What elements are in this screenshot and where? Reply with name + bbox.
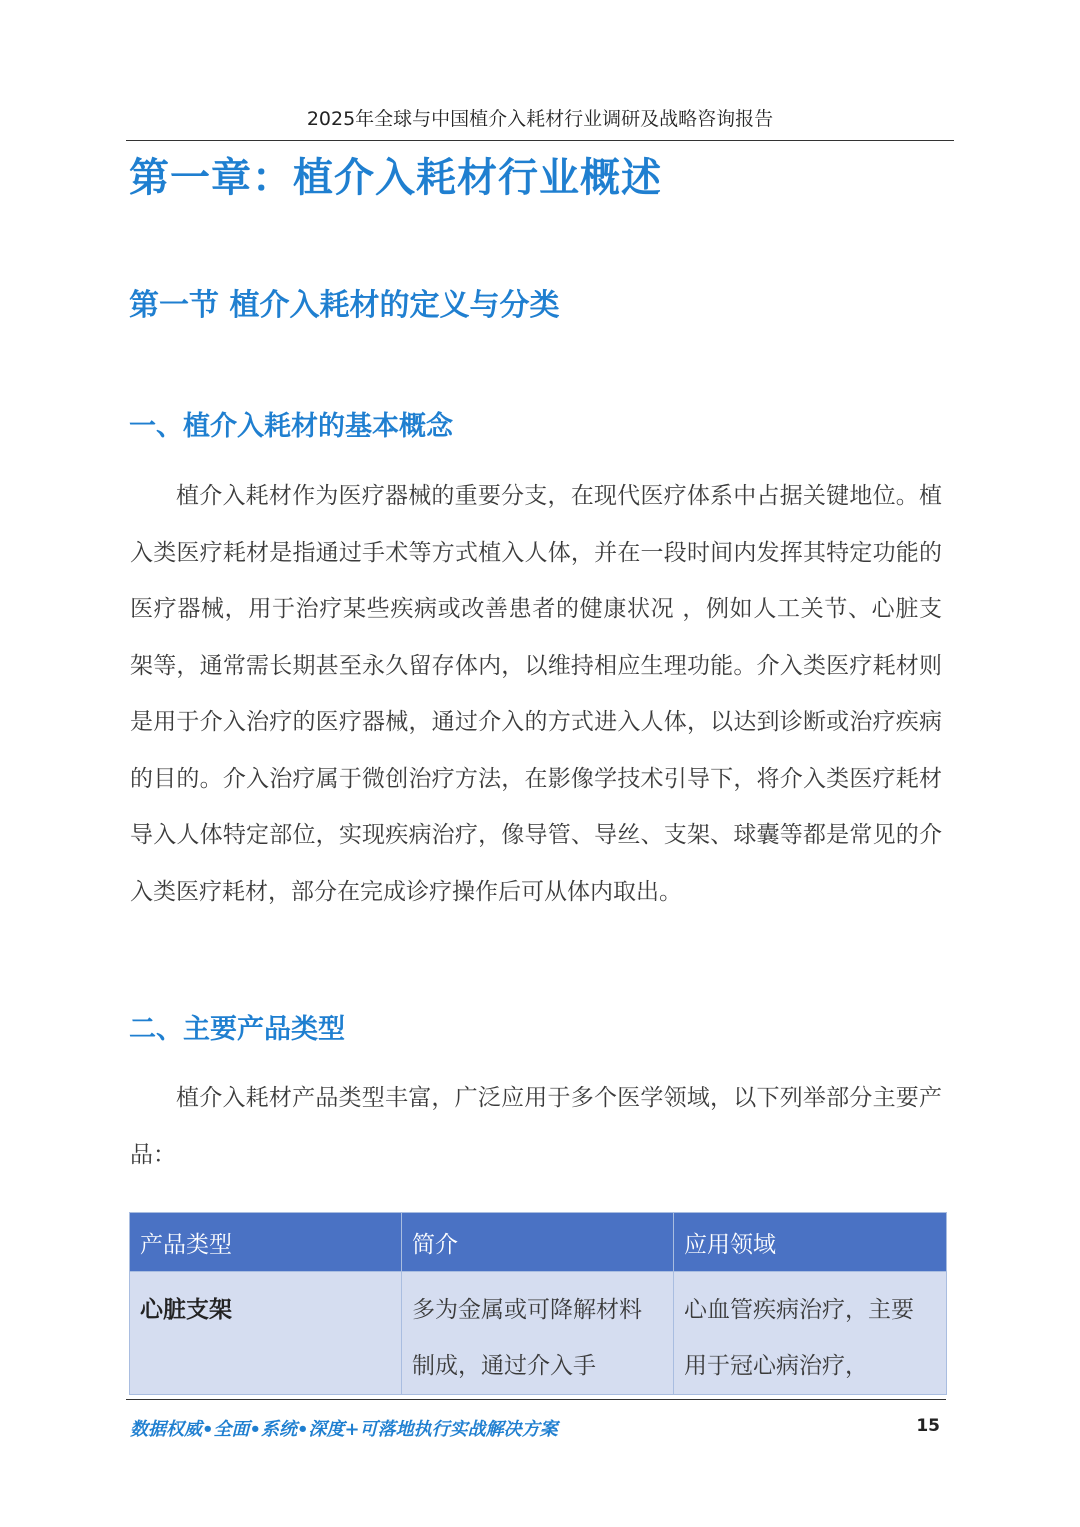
section-title: 第一节 植介入耗材的定义与分类: [129, 288, 560, 323]
paragraph-product-types: 植介入耗材产品类型丰富，广泛应用于多个医学领域，以下列举部分主要产品：: [130, 1085, 942, 1168]
cell-application: 心血管疾病治疗，主要用于冠心病治疗，: [674, 1272, 947, 1395]
footer-divider: [126, 1399, 946, 1400]
footer-slogan: 数据权威•全面•系统•深度+可落地执行实战解决方案: [130, 1419, 558, 1440]
subsection-title-product-types: 二、主要产品类型: [129, 1014, 345, 1045]
column-header-application: 应用领域: [674, 1213, 947, 1272]
table-row: [130, 1272, 947, 1395]
header-divider: [126, 140, 954, 141]
cell-product-name: 心脏支架: [130, 1272, 402, 1395]
running-header: 2025年全球与中国植介入耗材行业调研及战略咨询报告: [306, 108, 774, 130]
page-number: 15: [916, 1416, 940, 1436]
table-header-row: [130, 1213, 947, 1272]
product-types-table: [129, 1212, 947, 1395]
cell-description: 多为金属或可降解材料制成，通过介入手: [402, 1272, 674, 1395]
chapter-title: 第一章：植介入耗材行业概述: [129, 155, 662, 201]
paragraph-concept: 植介入耗材作为医疗器械的重要分支，在现代医疗体系中占据关键地位。植入类医疗耗材是指通过手术等方式植入人体，并在一段时间内发挥其特定功能的医疗器械，用于治疗某些疾病或改善患者的健康状况 ，例如人工关节、心脏支架等，通常需长期甚至永久留存体内，以维持相应生理功能。介入类医疗耗材则是用于介入治疗的医疗器械，通过介入的方式进入人体，以达到诊断或治疗疾病的目的。介入治疗属于微创治疗方法，在影像学技术引导下，将介入类医疗耗材导入人体特定部位，实现疾病治疗，像导管、导丝、支架、球囊等都是常见的介入类医疗耗材，部分在完成诊疗操作后可从体内取出。: [130, 483, 942, 905]
column-header-product-type: 产品类型: [130, 1213, 402, 1272]
column-header-description: 简介: [402, 1213, 674, 1272]
subsection-title-concept: 一、植介入耗材的基本概念: [129, 411, 453, 442]
